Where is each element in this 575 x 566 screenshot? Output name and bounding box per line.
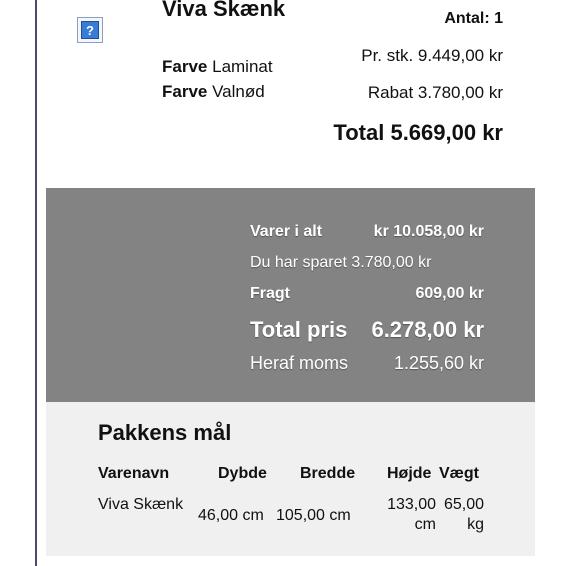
column-header-depth: Dybde	[218, 465, 267, 482]
grand-total-label: Total pris	[250, 317, 348, 342]
column-header-weight: Vægt	[439, 465, 479, 482]
column-header-name: Varenavn	[98, 465, 170, 482]
items-total-label: Varer i alt	[250, 223, 323, 240]
product-line	[46, 0, 535, 188]
savings-text: Du har sparet 3.780,00 kr	[250, 254, 432, 271]
attribute-label: Farve	[162, 57, 208, 76]
product-quantity: Antal: 1	[444, 10, 503, 27]
product-attribute	[162, 57, 273, 77]
shipping-value: 609,00 kr	[415, 285, 484, 302]
product-discount: Rabat 3.780,00 kr	[367, 83, 503, 102]
attribute-label: Farve	[162, 82, 208, 101]
cell-height: 133,00 cm	[387, 496, 436, 533]
order-totals	[46, 188, 535, 402]
attribute-value: Laminat	[212, 57, 273, 76]
vat-label: Heraf moms	[250, 353, 349, 373]
column-header-width: Bredde	[300, 465, 356, 482]
attribute-value: Valnød	[212, 82, 265, 101]
column-header-height: Højde	[387, 465, 432, 482]
cell-name: Viva Skænk	[98, 496, 184, 513]
items-total-value: kr 10.058,00 kr	[373, 223, 484, 240]
product-name[interactable]: Viva Skænk	[162, 0, 286, 21]
package-title: Pakkens mål	[98, 420, 232, 445]
cell-weight: 65,00 kg	[443, 496, 484, 533]
grand-total-value: 6.278,00 kr	[371, 317, 484, 342]
product-thumbnail[interactable]	[77, 17, 103, 43]
cell-depth: 46,00 cm	[198, 507, 264, 524]
shipping-label: Fragt	[250, 285, 290, 302]
product-unit-price: Pr. stk. 9.449,00 kr	[361, 46, 503, 65]
product-attribute	[162, 82, 265, 102]
vat-value: 1.255,60 kr	[393, 353, 484, 373]
question-icon: ?	[81, 21, 99, 39]
left-border	[35, 0, 37, 566]
package-dimensions	[46, 402, 535, 556]
product-line-total: Total 5.669,00 kr	[333, 120, 503, 145]
cell-width: 105,00 cm	[276, 507, 351, 524]
